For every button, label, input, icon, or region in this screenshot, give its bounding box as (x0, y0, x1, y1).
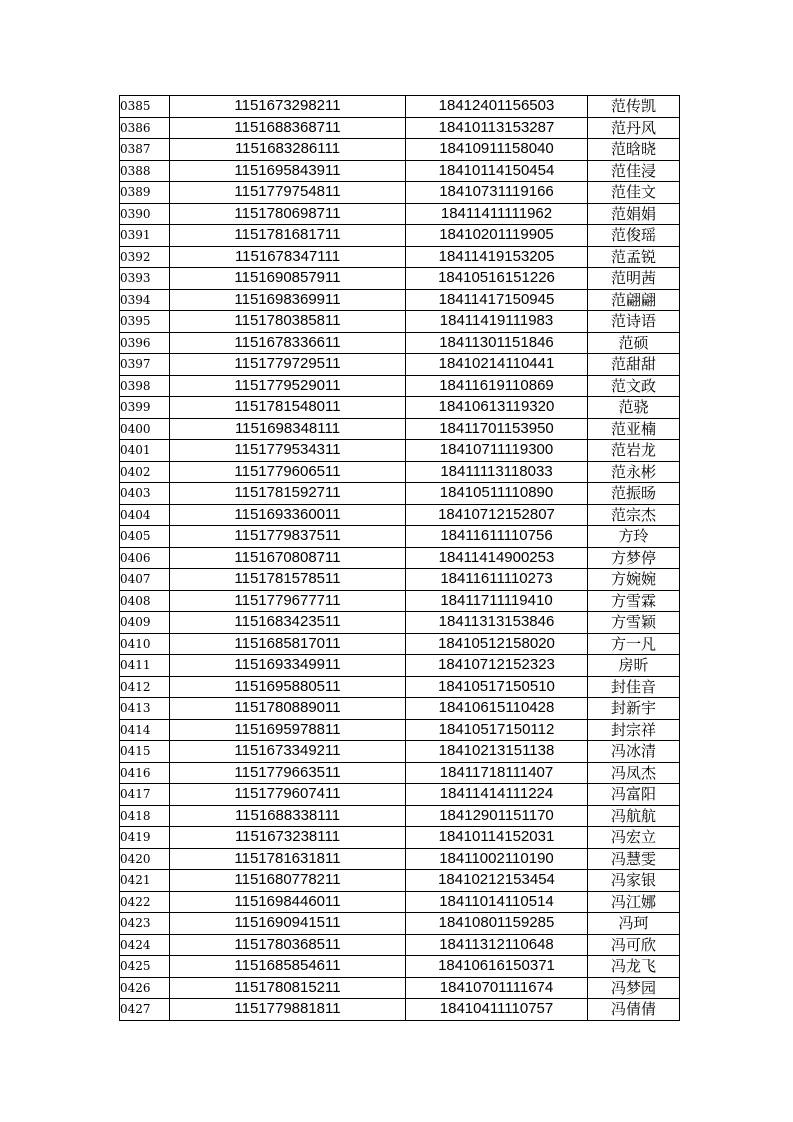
table-row (120, 590, 680, 612)
row-sequence-number: 0391 (120, 225, 170, 247)
row-sequence-number: 0400 (120, 418, 170, 440)
row-sequence-number: 0418 (120, 805, 170, 827)
row-sequence-number: 0388 (120, 160, 170, 182)
row-registration-number: 18410201119905 (406, 225, 588, 247)
row-person-name: 房昕 (588, 655, 680, 677)
table-row (120, 612, 680, 634)
row-id-code: 1151779529011 (170, 375, 406, 397)
row-id-code: 1151779837511 (170, 526, 406, 548)
row-sequence-number: 0416 (120, 762, 170, 784)
row-registration-number: 18410512158020 (406, 633, 588, 655)
row-registration-number: 18411619110869 (406, 375, 588, 397)
row-registration-number: 18411611110756 (406, 526, 588, 548)
row-person-name: 方雪颖 (588, 612, 680, 634)
row-id-code: 1151683423511 (170, 612, 406, 634)
row-sequence-number: 0412 (120, 676, 170, 698)
row-registration-number: 18411414111224 (406, 784, 588, 806)
row-sequence-number: 0385 (120, 96, 170, 118)
row-person-name: 范娟娟 (588, 203, 680, 225)
row-registration-number: 18410212153454 (406, 870, 588, 892)
row-id-code: 1151683286111 (170, 139, 406, 161)
table-row (120, 934, 680, 956)
row-person-name: 封宗祥 (588, 719, 680, 741)
row-id-code: 1151779881811 (170, 999, 406, 1021)
row-person-name: 范晗晓 (588, 139, 680, 161)
row-person-name: 范诗语 (588, 311, 680, 333)
row-id-code: 1151781631811 (170, 848, 406, 870)
table-row (120, 440, 680, 462)
table-row (120, 117, 680, 139)
row-registration-number: 18410616150371 (406, 956, 588, 978)
row-registration-number: 18411002110190 (406, 848, 588, 870)
row-registration-number: 18410801159285 (406, 913, 588, 935)
table-row (120, 569, 680, 591)
row-person-name: 冯富阳 (588, 784, 680, 806)
row-sequence-number: 0417 (120, 784, 170, 806)
row-sequence-number: 0424 (120, 934, 170, 956)
roster-table (119, 95, 680, 1021)
row-sequence-number: 0409 (120, 612, 170, 634)
roster-table-body (120, 96, 680, 1021)
row-registration-number: 18410711119300 (406, 440, 588, 462)
row-person-name: 范佳文 (588, 182, 680, 204)
row-person-name: 冯慧雯 (588, 848, 680, 870)
row-id-code: 1151779729511 (170, 354, 406, 376)
row-id-code: 1151688338111 (170, 805, 406, 827)
row-person-name: 冯凤杰 (588, 762, 680, 784)
row-registration-number: 18411611110273 (406, 569, 588, 591)
row-sequence-number: 0395 (120, 311, 170, 333)
row-id-code: 1151781578511 (170, 569, 406, 591)
row-registration-number: 18411419111983 (406, 311, 588, 333)
row-id-code: 1151678336611 (170, 332, 406, 354)
table-row (120, 956, 680, 978)
row-person-name: 范孟锐 (588, 246, 680, 268)
table-row (120, 397, 680, 419)
table-row (120, 504, 680, 526)
row-sequence-number: 0390 (120, 203, 170, 225)
row-registration-number: 18411711119410 (406, 590, 588, 612)
row-person-name: 封佳音 (588, 676, 680, 698)
row-id-code: 1151781681711 (170, 225, 406, 247)
row-person-name: 范宗杰 (588, 504, 680, 526)
row-id-code: 1151780368511 (170, 934, 406, 956)
table-row (120, 268, 680, 290)
row-sequence-number: 0426 (120, 977, 170, 999)
row-sequence-number: 0398 (120, 375, 170, 397)
row-id-code: 1151779606511 (170, 461, 406, 483)
row-id-code: 1151781592711 (170, 483, 406, 505)
row-id-code: 1151779663511 (170, 762, 406, 784)
row-person-name: 冯龙飞 (588, 956, 680, 978)
row-sequence-number: 0425 (120, 956, 170, 978)
row-sequence-number: 0421 (120, 870, 170, 892)
row-sequence-number: 0420 (120, 848, 170, 870)
row-id-code: 1151678347111 (170, 246, 406, 268)
row-registration-number: 18410516151226 (406, 268, 588, 290)
row-registration-number: 18410712152807 (406, 504, 588, 526)
row-id-code: 1151779677711 (170, 590, 406, 612)
row-person-name: 范俊瑶 (588, 225, 680, 247)
row-id-code: 1151698348111 (170, 418, 406, 440)
row-id-code: 1151688368711 (170, 117, 406, 139)
table-row (120, 96, 680, 118)
row-sequence-number: 0419 (120, 827, 170, 849)
table-row (120, 526, 680, 548)
table-row (120, 547, 680, 569)
row-id-code: 1151779607411 (170, 784, 406, 806)
row-registration-number: 18410113153287 (406, 117, 588, 139)
row-registration-number: 18411313153846 (406, 612, 588, 634)
row-id-code: 1151690857911 (170, 268, 406, 290)
table-row (120, 483, 680, 505)
row-sequence-number: 0389 (120, 182, 170, 204)
row-id-code: 1151690941511 (170, 913, 406, 935)
row-id-code: 1151780889011 (170, 698, 406, 720)
row-registration-number: 18411417150945 (406, 289, 588, 311)
row-id-code: 1151780698711 (170, 203, 406, 225)
row-registration-number: 18410615110428 (406, 698, 588, 720)
row-registration-number: 18410114150454 (406, 160, 588, 182)
row-sequence-number: 0413 (120, 698, 170, 720)
table-row (120, 418, 680, 440)
row-registration-number: 18410712152323 (406, 655, 588, 677)
row-person-name: 冯梦园 (588, 977, 680, 999)
table-row (120, 225, 680, 247)
row-person-name: 方雪霖 (588, 590, 680, 612)
row-sequence-number: 0396 (120, 332, 170, 354)
row-person-name: 方一凡 (588, 633, 680, 655)
row-sequence-number: 0411 (120, 655, 170, 677)
row-registration-number: 18410517150510 (406, 676, 588, 698)
row-person-name: 方玲 (588, 526, 680, 548)
table-row (120, 311, 680, 333)
row-sequence-number: 0394 (120, 289, 170, 311)
row-sequence-number: 0410 (120, 633, 170, 655)
row-sequence-number: 0414 (120, 719, 170, 741)
table-row (120, 762, 680, 784)
row-id-code: 1151673298211 (170, 96, 406, 118)
row-registration-number: 18412901151170 (406, 805, 588, 827)
table-row (120, 461, 680, 483)
row-person-name: 冯倩倩 (588, 999, 680, 1021)
row-sequence-number: 0422 (120, 891, 170, 913)
row-id-code: 1151780385811 (170, 311, 406, 333)
row-registration-number: 18411312110648 (406, 934, 588, 956)
row-id-code: 1151693349911 (170, 655, 406, 677)
table-row (120, 827, 680, 849)
row-person-name: 范硕 (588, 332, 680, 354)
row-sequence-number: 0407 (120, 569, 170, 591)
row-sequence-number: 0415 (120, 741, 170, 763)
row-id-code: 1151685854611 (170, 956, 406, 978)
row-registration-number: 18411301151846 (406, 332, 588, 354)
row-sequence-number: 0406 (120, 547, 170, 569)
row-id-code: 1151685817011 (170, 633, 406, 655)
row-person-name: 范甜甜 (588, 354, 680, 376)
row-person-name: 范亚楠 (588, 418, 680, 440)
row-sequence-number: 0427 (120, 999, 170, 1021)
row-person-name: 冯家银 (588, 870, 680, 892)
row-sequence-number: 0402 (120, 461, 170, 483)
table-row (120, 805, 680, 827)
table-row (120, 870, 680, 892)
table-row (120, 289, 680, 311)
table-row (120, 676, 680, 698)
row-person-name: 冯航航 (588, 805, 680, 827)
row-registration-number: 18411718111407 (406, 762, 588, 784)
table-row (120, 741, 680, 763)
row-id-code: 1151698369911 (170, 289, 406, 311)
row-person-name: 范明茜 (588, 268, 680, 290)
row-sequence-number: 0404 (120, 504, 170, 526)
row-sequence-number: 0401 (120, 440, 170, 462)
row-registration-number: 18411419153205 (406, 246, 588, 268)
table-row (120, 633, 680, 655)
row-id-code: 1151779534311 (170, 440, 406, 462)
row-id-code: 1151780815211 (170, 977, 406, 999)
row-registration-number: 18410911158040 (406, 139, 588, 161)
row-person-name: 范佳浸 (588, 160, 680, 182)
table-row (120, 246, 680, 268)
table-row (120, 375, 680, 397)
row-person-name: 范丹风 (588, 117, 680, 139)
row-registration-number: 18411414900253 (406, 547, 588, 569)
row-registration-number: 18410701111674 (406, 977, 588, 999)
row-person-name: 冯江娜 (588, 891, 680, 913)
table-row (120, 719, 680, 741)
table-row (120, 354, 680, 376)
row-person-name: 范翩翩 (588, 289, 680, 311)
row-registration-number: 18410517150112 (406, 719, 588, 741)
table-row (120, 139, 680, 161)
row-sequence-number: 0403 (120, 483, 170, 505)
row-person-name: 范文政 (588, 375, 680, 397)
row-id-code: 1151781548011 (170, 397, 406, 419)
row-sequence-number: 0399 (120, 397, 170, 419)
row-id-code: 1151695880511 (170, 676, 406, 698)
row-person-name: 范骁 (588, 397, 680, 419)
row-person-name: 方梦停 (588, 547, 680, 569)
row-person-name: 冯可欣 (588, 934, 680, 956)
row-registration-number: 18410114152031 (406, 827, 588, 849)
table-row (120, 160, 680, 182)
table-row (120, 891, 680, 913)
row-id-code: 1151698446011 (170, 891, 406, 913)
table-row (120, 203, 680, 225)
row-registration-number: 18410613119320 (406, 397, 588, 419)
row-person-name: 范永彬 (588, 461, 680, 483)
row-person-name: 冯宏立 (588, 827, 680, 849)
row-registration-number: 18410214110441 (406, 354, 588, 376)
row-id-code: 1151673238111 (170, 827, 406, 849)
row-sequence-number: 0405 (120, 526, 170, 548)
table-row (120, 913, 680, 935)
row-registration-number: 18411014110514 (406, 891, 588, 913)
row-person-name: 冯珂 (588, 913, 680, 935)
row-id-code: 1151695978811 (170, 719, 406, 741)
row-sequence-number: 0408 (120, 590, 170, 612)
row-id-code: 1151779754811 (170, 182, 406, 204)
row-id-code: 1151695843911 (170, 160, 406, 182)
table-row (120, 698, 680, 720)
row-registration-number: 18411113118033 (406, 461, 588, 483)
row-registration-number: 18410411110757 (406, 999, 588, 1021)
row-registration-number: 18412401156503 (406, 96, 588, 118)
row-registration-number: 18410731119166 (406, 182, 588, 204)
row-registration-number: 18411411111962 (406, 203, 588, 225)
table-row (120, 655, 680, 677)
table-row (120, 848, 680, 870)
table-row (120, 999, 680, 1021)
table-row (120, 332, 680, 354)
row-sequence-number: 0386 (120, 117, 170, 139)
row-sequence-number: 0397 (120, 354, 170, 376)
row-registration-number: 18410213151138 (406, 741, 588, 763)
row-person-name: 范传凯 (588, 96, 680, 118)
row-id-code: 1151673349211 (170, 741, 406, 763)
row-id-code: 1151670808711 (170, 547, 406, 569)
row-id-code: 1151693360011 (170, 504, 406, 526)
row-person-name: 范振旸 (588, 483, 680, 505)
row-person-name: 方婉婉 (588, 569, 680, 591)
row-sequence-number: 0423 (120, 913, 170, 935)
row-person-name: 范岩龙 (588, 440, 680, 462)
table-row (120, 977, 680, 999)
table-row (120, 182, 680, 204)
row-sequence-number: 0393 (120, 268, 170, 290)
row-registration-number: 18410511110890 (406, 483, 588, 505)
table-row (120, 784, 680, 806)
row-id-code: 1151680778211 (170, 870, 406, 892)
row-person-name: 冯冰清 (588, 741, 680, 763)
row-registration-number: 18411701153950 (406, 418, 588, 440)
row-person-name: 封新宇 (588, 698, 680, 720)
row-sequence-number: 0387 (120, 139, 170, 161)
row-sequence-number: 0392 (120, 246, 170, 268)
